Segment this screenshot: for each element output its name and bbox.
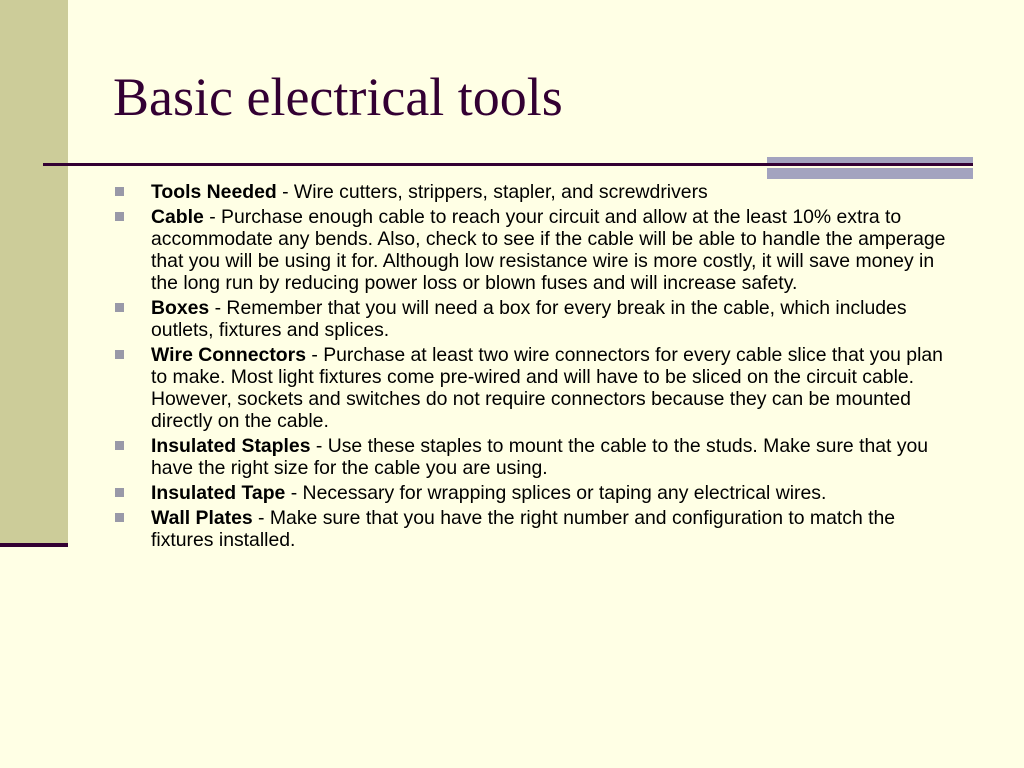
bullet-text: - Use these staples to mount the cable to the studs. Make sure that you have the right size for the cable you are using. xyxy=(151,435,929,479)
square-bullet-icon xyxy=(115,212,124,221)
bullet-text: - Make sure that you have the right number and configuration to match the fixtures installed. xyxy=(151,507,896,551)
square-bullet-icon xyxy=(115,513,124,522)
square-bullet-icon xyxy=(115,350,124,359)
bullet-text: - Remember that you will need a box for every break in the cable, which includes outlets, fixtures and splices. xyxy=(151,297,907,341)
bullet-term: Cable xyxy=(151,206,204,228)
bullet-text: - Purchase at least two wire connectors for every cable slice that you plan to make. Most light fixtures come pre-wired and will have to be sliced on the circuit cable. However, sockets and switches do not require connectors because they can be mounted directly on the cable. xyxy=(151,344,943,432)
bullet-term: Wire Connectors xyxy=(151,344,306,366)
square-bullet-icon xyxy=(115,303,124,312)
accent-bar-bottom xyxy=(767,168,973,179)
bullet-insulated-tape xyxy=(112,482,962,504)
bullet-term: Boxes xyxy=(151,297,210,319)
bullet-term: Insulated Tape xyxy=(151,482,286,504)
bullet-term: Insulated Staples xyxy=(151,435,311,457)
accent-bar-top xyxy=(767,157,973,163)
bullet-tools-needed xyxy=(112,181,962,203)
bullet-wall-plates xyxy=(112,507,962,551)
bullet-insulated-staples xyxy=(112,435,962,479)
slide-title: Basic electrical tools xyxy=(113,67,563,127)
square-bullet-icon xyxy=(115,441,124,450)
bullet-cable xyxy=(112,206,962,294)
bullet-term: Wall Plates xyxy=(151,507,253,529)
bullet-text: - Purchase enough cable to reach your circuit and allow at the least 10% extra to accommodate any bends. Also, check to see if the cable will be able to handle the amperage that you will be using it for. Although low resistance wire is more costly, it will save money in the long run by reducing power loss or blown fuses and will increase safety. xyxy=(151,206,946,294)
accent-bars xyxy=(767,157,973,179)
bullet-text: - Wire cutters, strippers, stapler, and screwdrivers xyxy=(276,181,708,203)
square-bullet-icon xyxy=(115,187,124,196)
bullet-wire-connectors xyxy=(112,344,962,432)
bullet-text: - Necessary for wrapping splices or taping any electrical wires. xyxy=(285,482,827,504)
square-bullet-icon xyxy=(115,488,124,497)
bullet-term: Tools Needed xyxy=(151,181,277,203)
bullet-boxes xyxy=(112,297,962,341)
bullet-list xyxy=(112,181,962,554)
side-band xyxy=(0,0,68,545)
side-rule xyxy=(0,543,68,547)
